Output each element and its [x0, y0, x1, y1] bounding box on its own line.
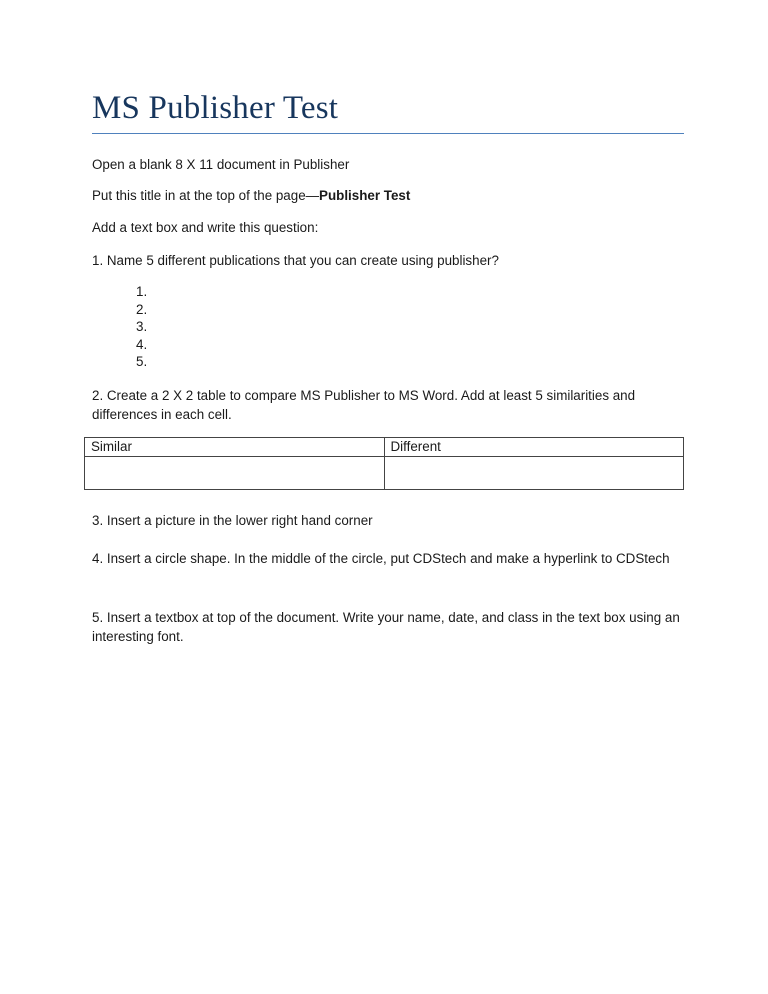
table-cell-different	[384, 457, 684, 490]
question-5: 5. Insert a textbox at top of the document. Write your name, date, and class in the text box using an interesting font.	[92, 610, 680, 644]
instruction-text-box: Add a text box and write this question:	[92, 220, 319, 235]
instruction-open-document: Open a blank 8 X 11 document in Publisher	[92, 157, 350, 172]
question-2: 2. Create a 2 X 2 table to compare MS Publisher to MS Word. Add at least 5 similarities and differences in each cell.	[92, 388, 636, 422]
list-item: 1.	[136, 284, 148, 299]
instruction-title	[92, 186, 410, 205]
list-item: 3.	[136, 319, 148, 335]
instruction-title-bold: Publisher Test	[319, 188, 411, 203]
table-row	[85, 457, 684, 490]
answer-list	[136, 283, 147, 371]
question-1: 1. Name 5 different publications that you can create using publisher?	[92, 253, 499, 268]
list-item: 2.	[136, 301, 148, 317]
instruction-title-text: Put this title in at the top of the page—	[92, 188, 320, 203]
comparison-table	[84, 437, 684, 490]
question-4: 4. Insert a circle shape. In the middle of the circle, put CDStech and make a hyperlink to CDStech	[92, 551, 670, 566]
table-header-row	[85, 438, 684, 457]
list-item: 5.	[136, 354, 148, 370]
question-3: 3. Insert a picture in the lower right hand corner	[92, 513, 373, 528]
list-item: 4.	[136, 336, 148, 352]
page-title: MS Publisher Test	[92, 90, 339, 126]
table-cell-similar	[85, 457, 385, 490]
table-header-similar: Similar	[85, 438, 385, 457]
table-header-different: Different	[384, 438, 684, 457]
title-underline	[92, 133, 684, 134]
